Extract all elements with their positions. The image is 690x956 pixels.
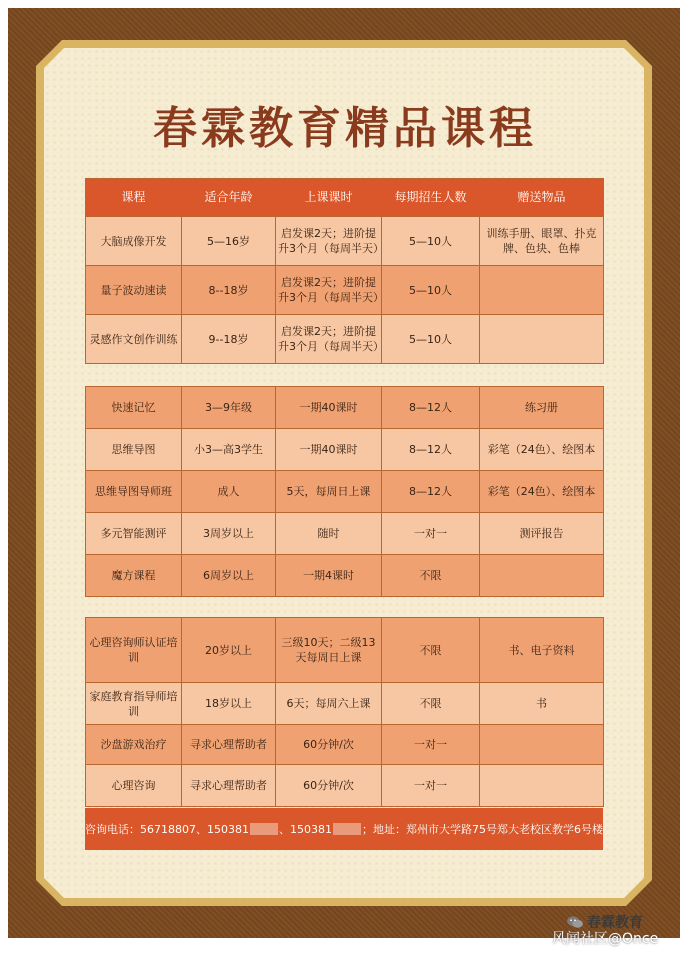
course-cell: 心理咨询 (86, 765, 182, 807)
hours-cell: 60分钟/次 (276, 725, 382, 765)
age-cell: 小3—高3学生 (182, 429, 276, 471)
course-cell: 家庭教育指导师培训 (86, 683, 182, 725)
age-cell: 寻求心理帮助者 (182, 725, 276, 765)
table-row (86, 429, 604, 471)
gift-cell: 测评报告 (480, 513, 604, 555)
contact-footer (85, 808, 603, 850)
course-cell: 思维导图导师班 (86, 471, 182, 513)
size-cell: 5—10人 (382, 266, 480, 315)
hours-cell: 60分钟/次 (276, 765, 382, 807)
hours-cell: 一期40课时 (276, 429, 382, 471)
hours-cell: 三级10天；二级13天每周日上课 (276, 618, 382, 683)
age-cell: 9--18岁 (182, 315, 276, 364)
size-cell: 不限 (382, 618, 480, 683)
contact-address: ；地址：郑州市大学路75号郑大老校区教学6号楼 (361, 823, 603, 836)
header-gift: 赠送物品 (480, 179, 604, 217)
age-cell: 6周岁以上 (182, 555, 276, 597)
size-cell: 一对一 (382, 513, 480, 555)
table-row (86, 725, 604, 765)
age-cell: 3—9年级 (182, 387, 276, 429)
size-cell: 5—10人 (382, 217, 480, 266)
course-cell: 灵感作文创作训练 (86, 315, 182, 364)
redacted-block (333, 823, 361, 835)
course-cell: 思维导图 (86, 429, 182, 471)
gift-cell: 练习册 (480, 387, 604, 429)
header-course: 课程 (86, 179, 182, 217)
header-age: 适合年龄 (182, 179, 276, 217)
brand-name: 春霖教育 (587, 915, 643, 931)
table-row (86, 683, 604, 725)
gift-cell (480, 765, 604, 807)
size-cell: 不限 (382, 683, 480, 725)
age-cell: 8--18岁 (182, 266, 276, 315)
table-row (86, 555, 604, 597)
age-cell: 3周岁以上 (182, 513, 276, 555)
hours-cell: 一期40课时 (276, 387, 382, 429)
header-hours: 上课课时 (276, 179, 382, 217)
size-cell: 8—12人 (382, 429, 480, 471)
gift-cell: 书 (480, 683, 604, 725)
course-cell: 量子波动速读 (86, 266, 182, 315)
course-cell: 多元智能测评 (86, 513, 182, 555)
hours-cell: 启发课2天；进阶提升3个月（每周半天） (276, 315, 382, 364)
table-row (86, 765, 604, 807)
age-cell: 5—16岁 (182, 217, 276, 266)
community-watermark: 风闻社区@Once (552, 931, 659, 947)
gift-cell (480, 266, 604, 315)
age-cell: 18岁以上 (182, 683, 276, 725)
table-row (86, 513, 604, 555)
size-cell: 不限 (382, 555, 480, 597)
contact-phone-sep: 、150381 (278, 823, 332, 836)
course-table-3 (85, 617, 604, 807)
hours-cell: 6天；每周六上课 (276, 683, 382, 725)
contact-phone-label: 咨询电话：56718807、150381 (85, 823, 249, 836)
course-table-2 (85, 386, 604, 597)
course-table-1 (85, 178, 604, 364)
course-cell: 心理咨询师认证培训 (86, 618, 182, 683)
course-cell: 沙盘游戏治疗 (86, 725, 182, 765)
gift-cell: 书、电子资料 (480, 618, 604, 683)
gift-cell: 彩笔（24色）、绘图本 (480, 429, 604, 471)
table-row (86, 387, 604, 429)
course-cell: 大脑成像开发 (86, 217, 182, 266)
size-cell: 一对一 (382, 765, 480, 807)
header-size: 每期招生人数 (382, 179, 480, 217)
table-row (86, 618, 604, 683)
poster-title: 春霖教育精品课程 (153, 103, 537, 154)
gift-cell (480, 315, 604, 364)
age-cell: 成人 (182, 471, 276, 513)
age-cell: 20岁以上 (182, 618, 276, 683)
size-cell: 一对一 (382, 725, 480, 765)
hours-cell: 随时 (276, 513, 382, 555)
gift-cell: 彩笔（24色）、绘图本 (480, 471, 604, 513)
table-row (86, 315, 604, 364)
hours-cell: 一期4课时 (276, 555, 382, 597)
table-header-row (86, 179, 604, 217)
course-cell: 快速记忆 (86, 387, 182, 429)
table-row (86, 471, 604, 513)
hours-cell: 启发课2天；进阶提升3个月（每周半天） (276, 266, 382, 315)
table-row (86, 217, 604, 266)
course-cell: 魔方课程 (86, 555, 182, 597)
hours-cell: 启发课2天；进阶提升3个月（每周半天） (276, 217, 382, 266)
gift-cell: 训练手册、眼罩、扑克牌、色块、色棒 (480, 217, 604, 266)
size-cell: 8—12人 (382, 471, 480, 513)
table-row (86, 266, 604, 315)
redacted-block (250, 823, 278, 835)
age-cell: 寻求心理帮助者 (182, 765, 276, 807)
gift-cell (480, 555, 604, 597)
wechat-icon (566, 915, 584, 929)
size-cell: 5—10人 (382, 315, 480, 364)
size-cell: 8—12人 (382, 387, 480, 429)
hours-cell: 5天，每周日上课 (276, 471, 382, 513)
gift-cell (480, 725, 604, 765)
